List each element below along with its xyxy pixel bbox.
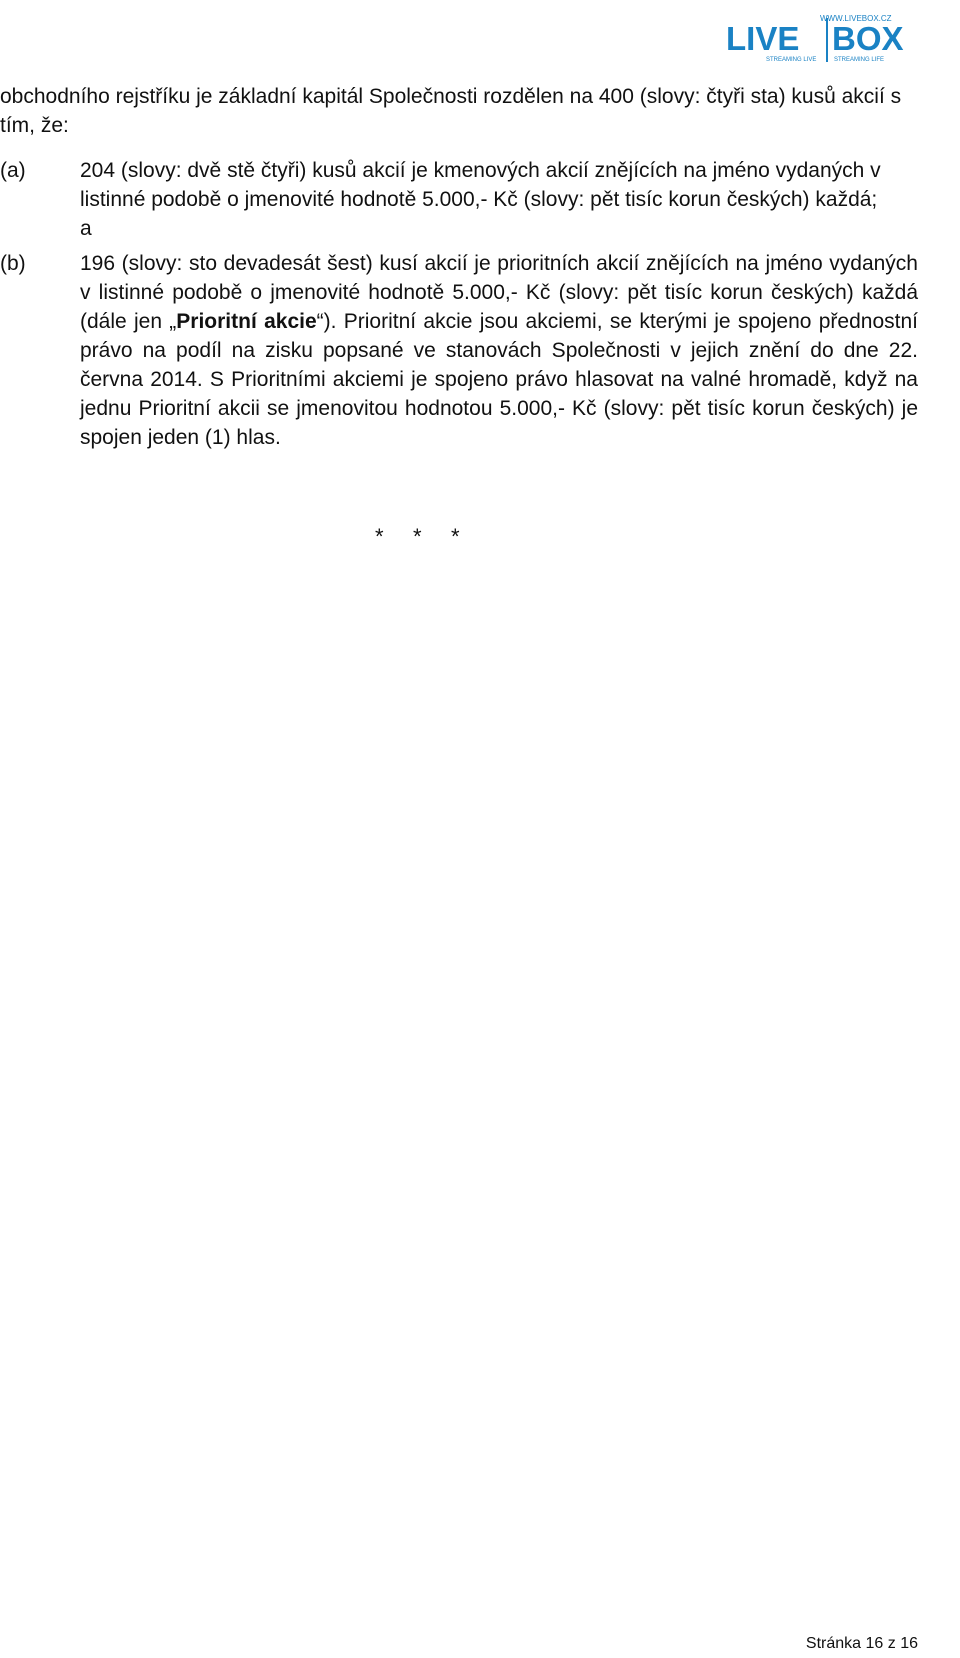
star-3: * (451, 524, 460, 549)
livebox-logo (724, 12, 948, 64)
list-item-label: (b) (0, 252, 26, 275)
logo-tagline-left: STREAMING LIVE (766, 57, 817, 63)
list-item-text (80, 249, 918, 452)
star-1: * (375, 524, 384, 549)
list-joiner: a (80, 217, 92, 240)
list-item-b (0, 249, 918, 452)
page-number: Stránka 16 z 16 (805, 1635, 918, 1652)
logo-url-text: WWW.LIVEBOX.CZ (820, 14, 892, 23)
logo-word-right: BOX (832, 20, 904, 57)
intro-paragraph: obchodního rejstříku je základní kapitál Společnosti rozdělen na 400 (slovy: čtyři sta) kusů akcií s tím, že: (0, 85, 902, 137)
livebox-logo-graphic (724, 12, 948, 64)
list-item-text-before: 196 (slovy: sto devadesát šest) kusí akcií je prioritních akcií znějících na jméno vydaných v listinné podobě o jmenovité hodnotě 5.000,- Kč (slovy: pět tisíc korun českých) každá (dále jen „ (80, 252, 918, 333)
star-2: * (413, 524, 422, 549)
list-item-label: (a) (0, 159, 26, 182)
document-body (0, 82, 918, 452)
defined-term: Prioritní akcie (176, 310, 317, 333)
section-end-stars (375, 524, 489, 550)
list-item-text-after: “). Prioritní akcie jsou akciemi, se kterými je spojeno přednostní právo na podíl na zisku popsané ve stanovách Společnosti v jejich znění do dne 22. června 2014. S Prioritními akciemi je spojeno právo hlasovat na valné hromadě, když na jednu Prioritní akcii se jmenovitou hodnotou 5.000,- Kč (slovy: pět tisíc korun českých) je spojen jeden (1) hlas. (80, 310, 918, 449)
list-item-a (0, 156, 918, 214)
list-item-text: 204 (slovy: dvě stě čtyři) kusů akcií je kmenových akcií znějících na jméno vydaných v listinné podobě o jmenovité hodnotě 5.000,- Kč (slovy: pět tisíc korun českých) každá; (80, 159, 881, 211)
logo-tagline-right: STREAMING LIFE (834, 57, 885, 63)
logo-word-left: LIVE (726, 20, 800, 57)
